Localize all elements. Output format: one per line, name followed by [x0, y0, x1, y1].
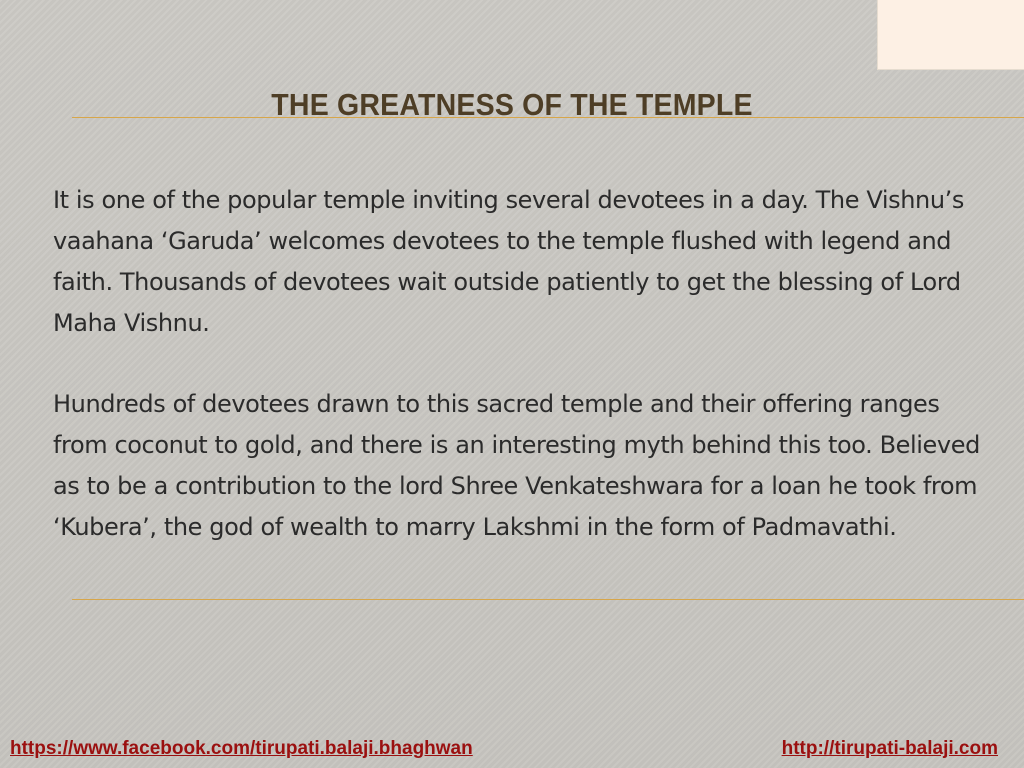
paragraph-1: It is one of the popular temple inviting several devotees in a day. The Vishnu’s vaahana ‘Garuda’ welcomes devotees to the temple flushed with legend and faith. Thousands of devotees wait outside patiently to get the blessing of Lord Maha Vishnu. — [53, 186, 964, 337]
slide-body — [53, 180, 983, 588]
website-link[interactable]: http://tirupati-balaji.com — [781, 738, 998, 759]
paragraph-2: Hundreds of devotees drawn to this sacred temple and their offering ranges from coconut to gold, and there is an interesting myth behind this too. Believed as to be a contribution to the lord Shree Venkateshwara for a loan he took from ‘Kubera’, the god of wealth to marry Lakshmi in the form of Padmavathi. — [53, 390, 980, 541]
slide-title: THE GREATNESS OF THE TEMPLE — [271, 87, 753, 122]
corner-accent-box — [877, 0, 1024, 70]
body-divider-line — [72, 599, 1024, 600]
facebook-link[interactable]: https://www.facebook.com/tirupati.balaji.bhaghwan — [10, 738, 473, 759]
